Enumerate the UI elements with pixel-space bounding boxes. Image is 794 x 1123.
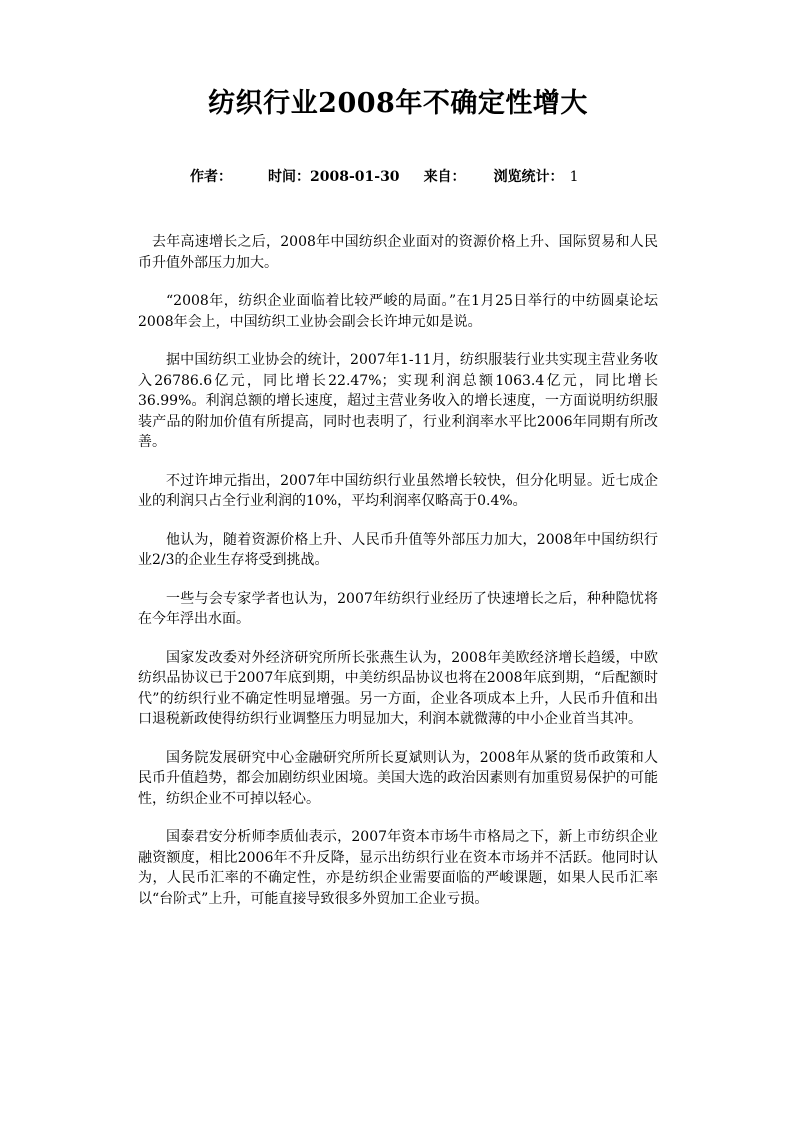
paragraph: 国务院发展研究中心金融研究所所长夏斌则认为，2008年从紧的货币政策和人民币升值趋势，都会加剧纺织业困境。美国大选的政治因素则有加重贸易保护的可能性，纺织企业不可掉以轻心。 xyxy=(138,749,658,807)
article-body xyxy=(138,232,658,927)
paragraph: 据中国纺织工业协会的统计，2007年1-11月，纺织服装行业共实现主营业务收入26786.6亿元，同比增长22.47%；实现利润总额1063.4亿元，同比增长36.99%。利润总额的增长速度，超过主营业务收入的增长速度，一方面说明纺织服装产品的附加价值有所提高，同时也表明了，行业利润率水平比2006年同期有所改善。 xyxy=(138,352,658,450)
time-value: 2008-01-30 xyxy=(310,169,400,185)
paragraph: 国泰君安分析师李质仙表示，2007年资本市场牛市格局之下，新上市纺织企业融资额度，相比2006年不升反降，显示出纺织行业在资本市场并不活跃。他同时认为，人民币汇率的不确定性，亦是纺织企业需要面临的严峻课题，如果人民币汇率以“台阶式”上升，可能直接导致很多外贸加工企业亏损。 xyxy=(138,829,658,907)
paragraph: 他认为，随着资源价格上升、人民币升值等外部压力加大，2008年中国纺织行业2/3的企业生存将受到挑战。 xyxy=(138,531,658,568)
paragraph: 一些与会专家学者也认为，2007年纺织行业经历了快速增长之后，种种隐忧将在今年浮出水面。 xyxy=(138,590,658,627)
paragraph: 国家发改委对外经济研究所所长张燕生认为，2008年美欧经济增长趋缓，中欧纺织品协议已于2007年底到期，中美纺织品协议也将在2008年底到期，“后配额时代”的纺织行业不确定性明显增强。另一方面，企业各项成本上升，人民币升值和出口退税新政使得纺织行业调整压力明显加大，利润本就微薄的中小企业首当其冲。 xyxy=(138,649,658,727)
paragraph: 去年高速增长之后，2008年中国纺织企业面对的资源价格上升、国际贸易和人民币升值外部压力加大。 xyxy=(138,234,658,271)
author-label: 作者： xyxy=(190,169,232,185)
article-meta xyxy=(190,166,660,188)
article-title: 纺织行业2008年不确定性增大 xyxy=(208,88,588,119)
source-label: 来自： xyxy=(423,169,466,185)
views-label: 浏览统计： xyxy=(493,169,564,185)
time-label: 时间： xyxy=(268,169,310,185)
paragraph: 不过许坤元指出，2007年中国纺织行业虽然增长较快，但分化明显。近七成企业的利润只占全行业利润的10%，平均利润率仅略高于0.4%。 xyxy=(138,472,658,509)
paragraph: “2008年，纺织企业面临着比较严峻的局面。”在1月25日举行的中纺圆桌论坛2008年会上，中国纺织工业协会副会长许坤元如是说。 xyxy=(138,293,658,330)
views-value: 1 xyxy=(569,169,579,185)
